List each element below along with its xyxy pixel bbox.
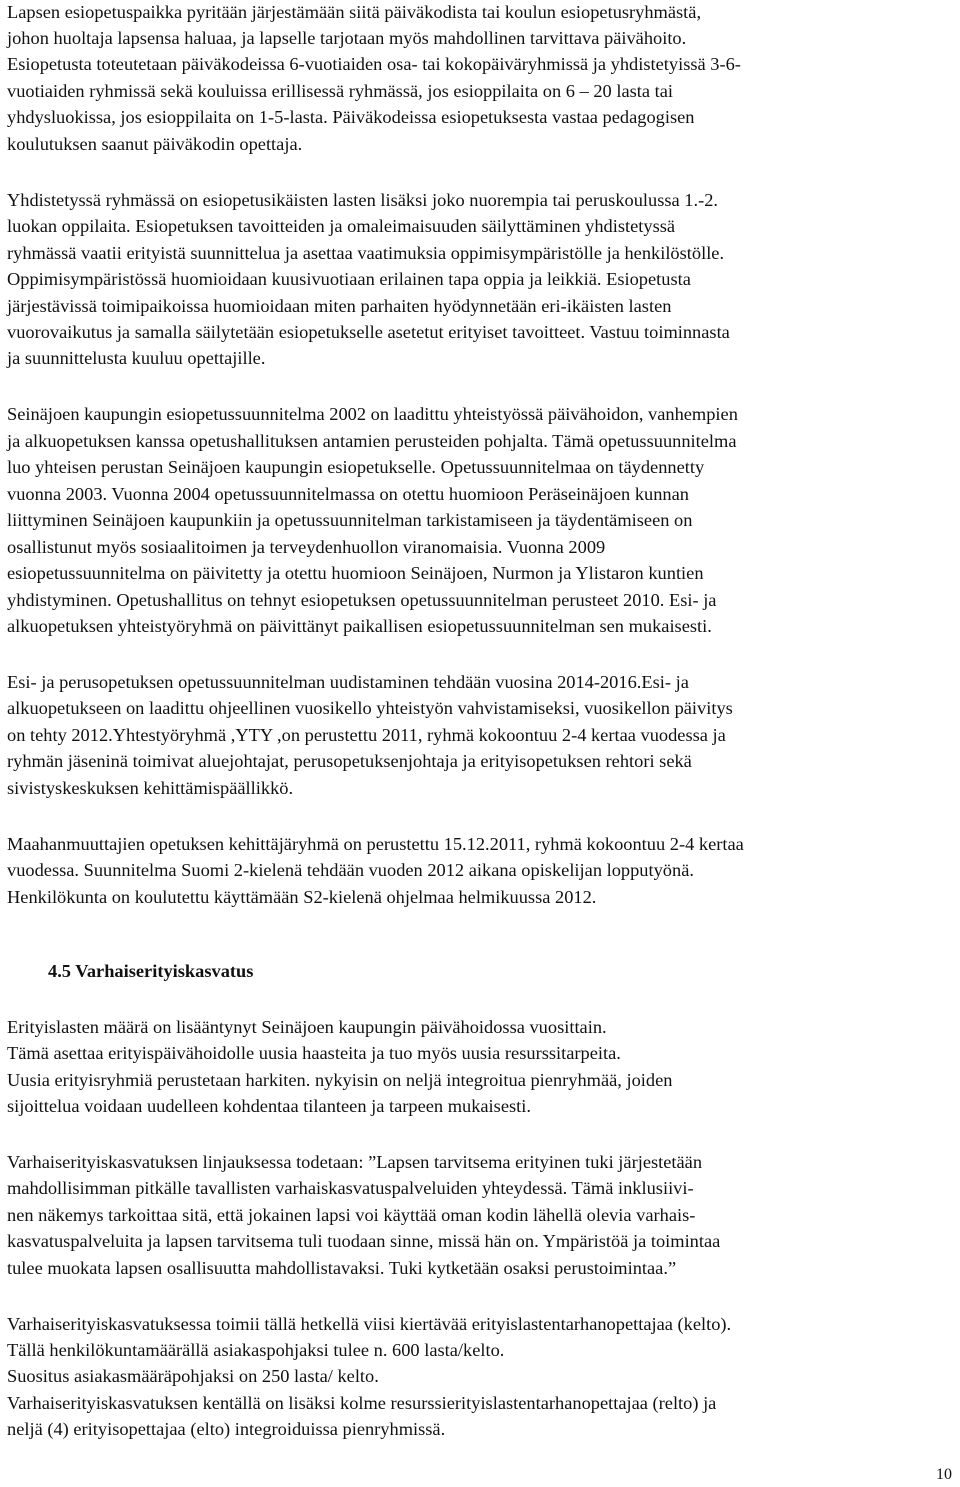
paragraph-4-line-3: on tehty 2012.Yhtestyöryhmä ,YTY ,on perustettu 2011, ryhmä kokoontuu 2-4 kertaa vuodessa ja [7, 725, 726, 745]
paragraph-5-line-2: vuodessa. Suunnitelma Suomi 2-kielenä tehdään vuoden 2012 aikana opiskelijan lopputyönä. [7, 860, 694, 880]
paragraph-3-line-5: liittyminen Seinäjoen kaupunkiin ja opetussuunnitelman tarkistamiseen ja täydentämiseen on [7, 510, 693, 530]
paragraph-1-line-6: koulutuksen saanut päiväkodin opettaja. [7, 134, 303, 154]
paragraph-7-line-4: kasvatuspalveluita ja lapsen tarvitsema tuli tuodaan sinne, missä hän on. Ympäristöä ja toimintaa [7, 1231, 721, 1251]
section-heading: 4.5 Varhaiserityiskasvatus [48, 961, 254, 981]
paragraph-3-line-7: esiopetussuunnitelma on päivitetty ja otettu huomioon Seinäjoen, Nurmon ja Ylistaron kuntien [7, 563, 704, 583]
paragraph-2-line-2: luokan oppilaita. Esiopetuksen tavoitteiden ja omaleimaisuuden säilyttäminen yhdistetyssä [7, 216, 676, 236]
paragraph-2-line-4: Oppimisympäristössä huomioidaan kuusivuotiaan erilainen tapa oppia ja leikkiä. Esiopetusta [7, 269, 691, 289]
paragraph-3-line-2: ja alkuopetuksen kanssa opetushallituksen antamien perusteiden pohjalta. Tämä opetussuunnitelma [7, 431, 737, 451]
paragraph-3-line-6: osallistunut myös sosiaalitoimen ja terveydenhuollon viranomaisia. Vuonna 2009 [7, 537, 606, 557]
paragraph-3-line-4: vuonna 2003. Vuonna 2004 opetussuunnitelmassa on otettu huomioon Peräseinäjoen kunnan [7, 484, 689, 504]
paragraph-7-line-2: mahdollisimman pitkälle tavallisten varhaiskasvatuspalveluiden yhteydessä. Tämä inklusiivi- [7, 1178, 694, 1198]
paragraph-3-line-3: luo yhteisen perustan Seinäjoen kaupungin esiopetukselle. Opetussuunnitelmaa on täydennetty [7, 457, 705, 477]
paragraph-2-line-1: Yhdistetyssä ryhmässä on esiopetusikäisten lasten lisäksi joko nuorempia tai peruskoulussa 1.-2. [7, 190, 718, 210]
paragraph-8-line-1: Varhaiserityiskasvatuksessa toimii tällä hetkellä viisi kiertävää erityislastentarhanopettajaa (kelto). [7, 1314, 732, 1334]
paragraph-8-line-5: neljä (4) erityisopettajaa (elto) integroiduissa pienryhmissä. [7, 1419, 446, 1439]
paragraph-6-line-1: Erityislasten määrä on lisääntynyt Seinäjoen kaupungin päivähoidossa vuosittain. [7, 1017, 607, 1037]
paragraph-6-line-2: Tämä asettaa erityispäivähoidolle uusia haasteita ja tuo myös uusia resurssitarpeita. [7, 1043, 621, 1063]
paragraph-1-line-3: Esiopetusta toteutetaan päiväkodeissa 6-vuotiaiden osa- tai kokopäiväryhmissä ja yhdistetyissä 3-6- [7, 54, 741, 74]
page-number: 10 [936, 1466, 952, 1483]
paragraph-1-line-4: vuotiaiden ryhmissä sekä kouluissa erillisessä ryhmässä, jos esioppilaita on 6 – 20 lasta tai [7, 81, 674, 101]
paragraph-8-line-2: Tällä henkilökuntamäärällä asiakaspohjaksi tulee n. 600 lasta/kelto. [7, 1340, 505, 1360]
paragraph-5-line-1: Maahanmuuttajien opetuksen kehittäjäryhmä on perustettu 15.12.2011, ryhmä kokoontuu 2-4 kertaa [7, 834, 744, 854]
paragraph-3-line-8: yhdistyminen. Opetushallitus on tehnyt esiopetuksen opetussuunnitelman perusteet 2010. Esi- ja [7, 590, 717, 610]
paragraph-6-line-3: Uusia erityisryhmiä perustetaan harkiten. nykyisin on neljä integroitua pienryhmää, joiden [7, 1070, 673, 1090]
paragraph-7-line-3: nen näkemys tarkoittaa sitä, että jokainen lapsi voi käyttää oman kodin lähellä olevia varhais- [7, 1205, 696, 1225]
paragraph-7-line-1: Varhaiserityiskasvatuksen linjauksessa todetaan: ”Lapsen tarvitsema erityinen tuki järjestetään [7, 1152, 703, 1172]
paragraph-4-line-4: ryhmän jäseninä toimivat aluejohtajat, perusopetuksenjohtaja ja erityisopetuksen rehtori sekä [7, 751, 692, 771]
paragraph-1-line-5: yhdysluokissa, jos esioppilaita on 1-5-lasta. Päiväkodeissa esiopetuksesta vastaa pedagogisen [7, 107, 695, 127]
paragraph-2-line-7: ja suunnittelusta kuuluu opettajille. [7, 348, 266, 368]
paragraph-3-line-1: Seinäjoen kaupungin esiopetussuunnitelma 2002 on laadittu yhteistyössä päivähoidon, vanhempien [7, 404, 738, 424]
paragraph-4-line-1: Esi- ja perusopetuksen opetussuunnitelman uudistaminen tehdään vuosina 2014-2016.Esi- ja [7, 672, 689, 692]
paragraph-2-line-5: järjestävissä toimipaikoissa huomioidaan miten parhaiten hyödynnetään eri-ikäisten lasten [7, 296, 672, 316]
paragraph-3-line-9: alkuopetuksen yhteistyöryhmä on päivittänyt paikallisen esiopetussuunnitelman sen mukaisesti. [7, 616, 712, 636]
paragraph-4-line-2: alkuopetukseen on laadittu ohjeellinen vuosikello yhteistyön vahvistamiseksi, vuosikellon päivitys [7, 698, 733, 718]
paragraph-2-line-3: ryhmässä vaatii erityistä suunnittelua ja asettaa vaatimuksia oppimisympäristölle ja henkilöstölle. [7, 243, 725, 263]
paragraph-5-line-3: Henkilökunta on koulutettu käyttämään S2-kielenä ohjelmaa helmikuussa 2012. [7, 887, 597, 907]
paragraph-6-line-4: sijoittelua voidaan uudelleen kohdentaa tilanteen ja tarpeen mukaisesti. [7, 1096, 531, 1116]
paragraph-1-line-1: Lapsen esiopetuspaikka pyritään järjestämään siitä päiväkodista tai koulun esiopetusryhmästä, [7, 2, 702, 22]
paragraph-8-line-3: Suositus asiakasmääräpohjaksi on 250 lasta/ kelto. [7, 1366, 379, 1386]
paragraph-1-line-2: johon huoltaja lapsensa haluaa, ja lapselle tarjotaan myös mahdollinen tarvittava päivähoito. [7, 28, 687, 48]
paragraph-8-line-4: Varhaiserityiskasvatuksen kentällä on lisäksi kolme resurssierityislastentarhanopettajaa (relto) ja [7, 1393, 717, 1413]
paragraph-4-line-5: sivistyskeskuksen kehittämispäällikkö. [7, 778, 294, 798]
paragraph-7-line-5: tulee muokata lapsen osallisuutta mahdollistavaksi. Tuki kytketään osaksi perustoimintaa.” [7, 1258, 677, 1278]
paragraph-2-line-6: vuorovaikutus ja samalla säilytetään esiopetukselle asetetut erityiset tavoitteet. Vastuu toiminnasta [7, 322, 730, 342]
